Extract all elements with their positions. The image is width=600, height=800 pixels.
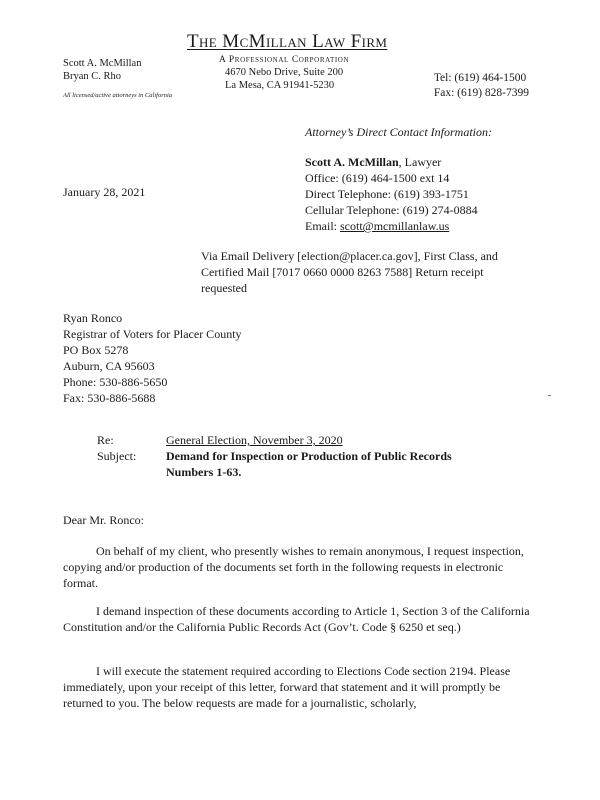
attorney-cell-phone: Cellular Telephone: (619) 274-0884 xyxy=(305,203,478,217)
subject-line1: Demand for Inspection or Production of Public Records xyxy=(166,449,452,463)
email-link[interactable]: scott@mcmillanlaw.us xyxy=(340,219,450,233)
attorney-title: , Lawyer xyxy=(398,155,442,169)
recipient-phone: Phone: 530-886-5650 xyxy=(63,375,168,389)
recipient-address xyxy=(63,310,242,406)
delivery-method: Via Email Delivery [election@placer.ca.gov], First Class, and Certified Mail [7017 0660 0000 8263 7588] Return receipt requested xyxy=(201,249,498,295)
attorney-name-line xyxy=(305,154,478,170)
recipient-fax: Fax: 530-886-5688 xyxy=(63,391,156,405)
firm-fax: Fax: (619) 828-7399 xyxy=(433,87,529,99)
partner-name: Bryan C. Rho xyxy=(63,71,122,82)
recipient-address-line1: PO Box 5278 xyxy=(63,343,129,357)
firm-address xyxy=(225,67,343,92)
firm-tel: Tel: (619) 464-1500 xyxy=(433,72,527,84)
paragraph-text: I will execute the statement required according to Elections Code section 2194. Please immediately, upon your receipt of this letter, forward that statement and it will promptly be returned to you. The below requests are made for a journalistic, scholarly, xyxy=(63,664,511,710)
partner-name: Scott A. McMillan xyxy=(63,58,142,69)
email-label: Email: xyxy=(305,219,340,233)
attorney-direct-phone: Direct Telephone: (619) 393-1751 xyxy=(305,187,469,201)
firm-address-line2: La Mesa, CA 91941-5230 xyxy=(225,79,335,91)
firm-subtitle: A Professional Corporation xyxy=(219,55,350,65)
re-label: Re: xyxy=(97,433,114,447)
firm-contact-numbers xyxy=(434,71,529,101)
attorney-contact-block xyxy=(305,154,478,234)
salutation: Dear Mr. Ronco: xyxy=(63,513,144,527)
letter-date: January 28, 2021 xyxy=(63,185,146,199)
paragraph-text: I demand inspection of these documents according to Article 1, Section 3 of the California Constitution and/or the California Public Records Act (Gov’t. Code § 6250 et seq.) xyxy=(63,604,530,634)
body-paragraph xyxy=(63,603,541,635)
recipient-address-line2: Auburn, CA 95603 xyxy=(63,359,155,373)
partner-list xyxy=(63,57,141,83)
attorney-email-line xyxy=(305,218,478,234)
scan-mark xyxy=(548,395,551,396)
recipient-name: Ryan Ronco xyxy=(63,311,123,325)
paragraph-text: On behalf of my client, who presently wishes to remain anonymous, I request inspection, copying and/or production of the documents set forth in the following requests in electronic format. xyxy=(63,544,524,590)
re-value: General Election, November 3, 2020 xyxy=(166,433,343,447)
recipient-title: Registrar of Voters for Placer County xyxy=(63,327,242,341)
firm-address-line1: 4670 Nebo Drive, Suite 200 xyxy=(225,67,344,78)
re-labels xyxy=(97,432,157,464)
firm-name: The McMillan Law Firm xyxy=(187,31,388,52)
re-values xyxy=(166,432,452,480)
body-paragraph xyxy=(63,663,541,711)
body-paragraph xyxy=(63,543,541,591)
subject-line2: Numbers 1-63. xyxy=(166,465,242,479)
attorney-office-phone: Office: (619) 464-1500 ext 14 xyxy=(305,171,450,185)
attorney-name: Scott A. McMillan xyxy=(305,155,399,169)
admitted-note: All licensed/active attorneys in California xyxy=(63,92,173,99)
subject-label: Subject: xyxy=(97,449,137,463)
contact-heading: Attorney’s Direct Contact Information: xyxy=(305,125,492,139)
